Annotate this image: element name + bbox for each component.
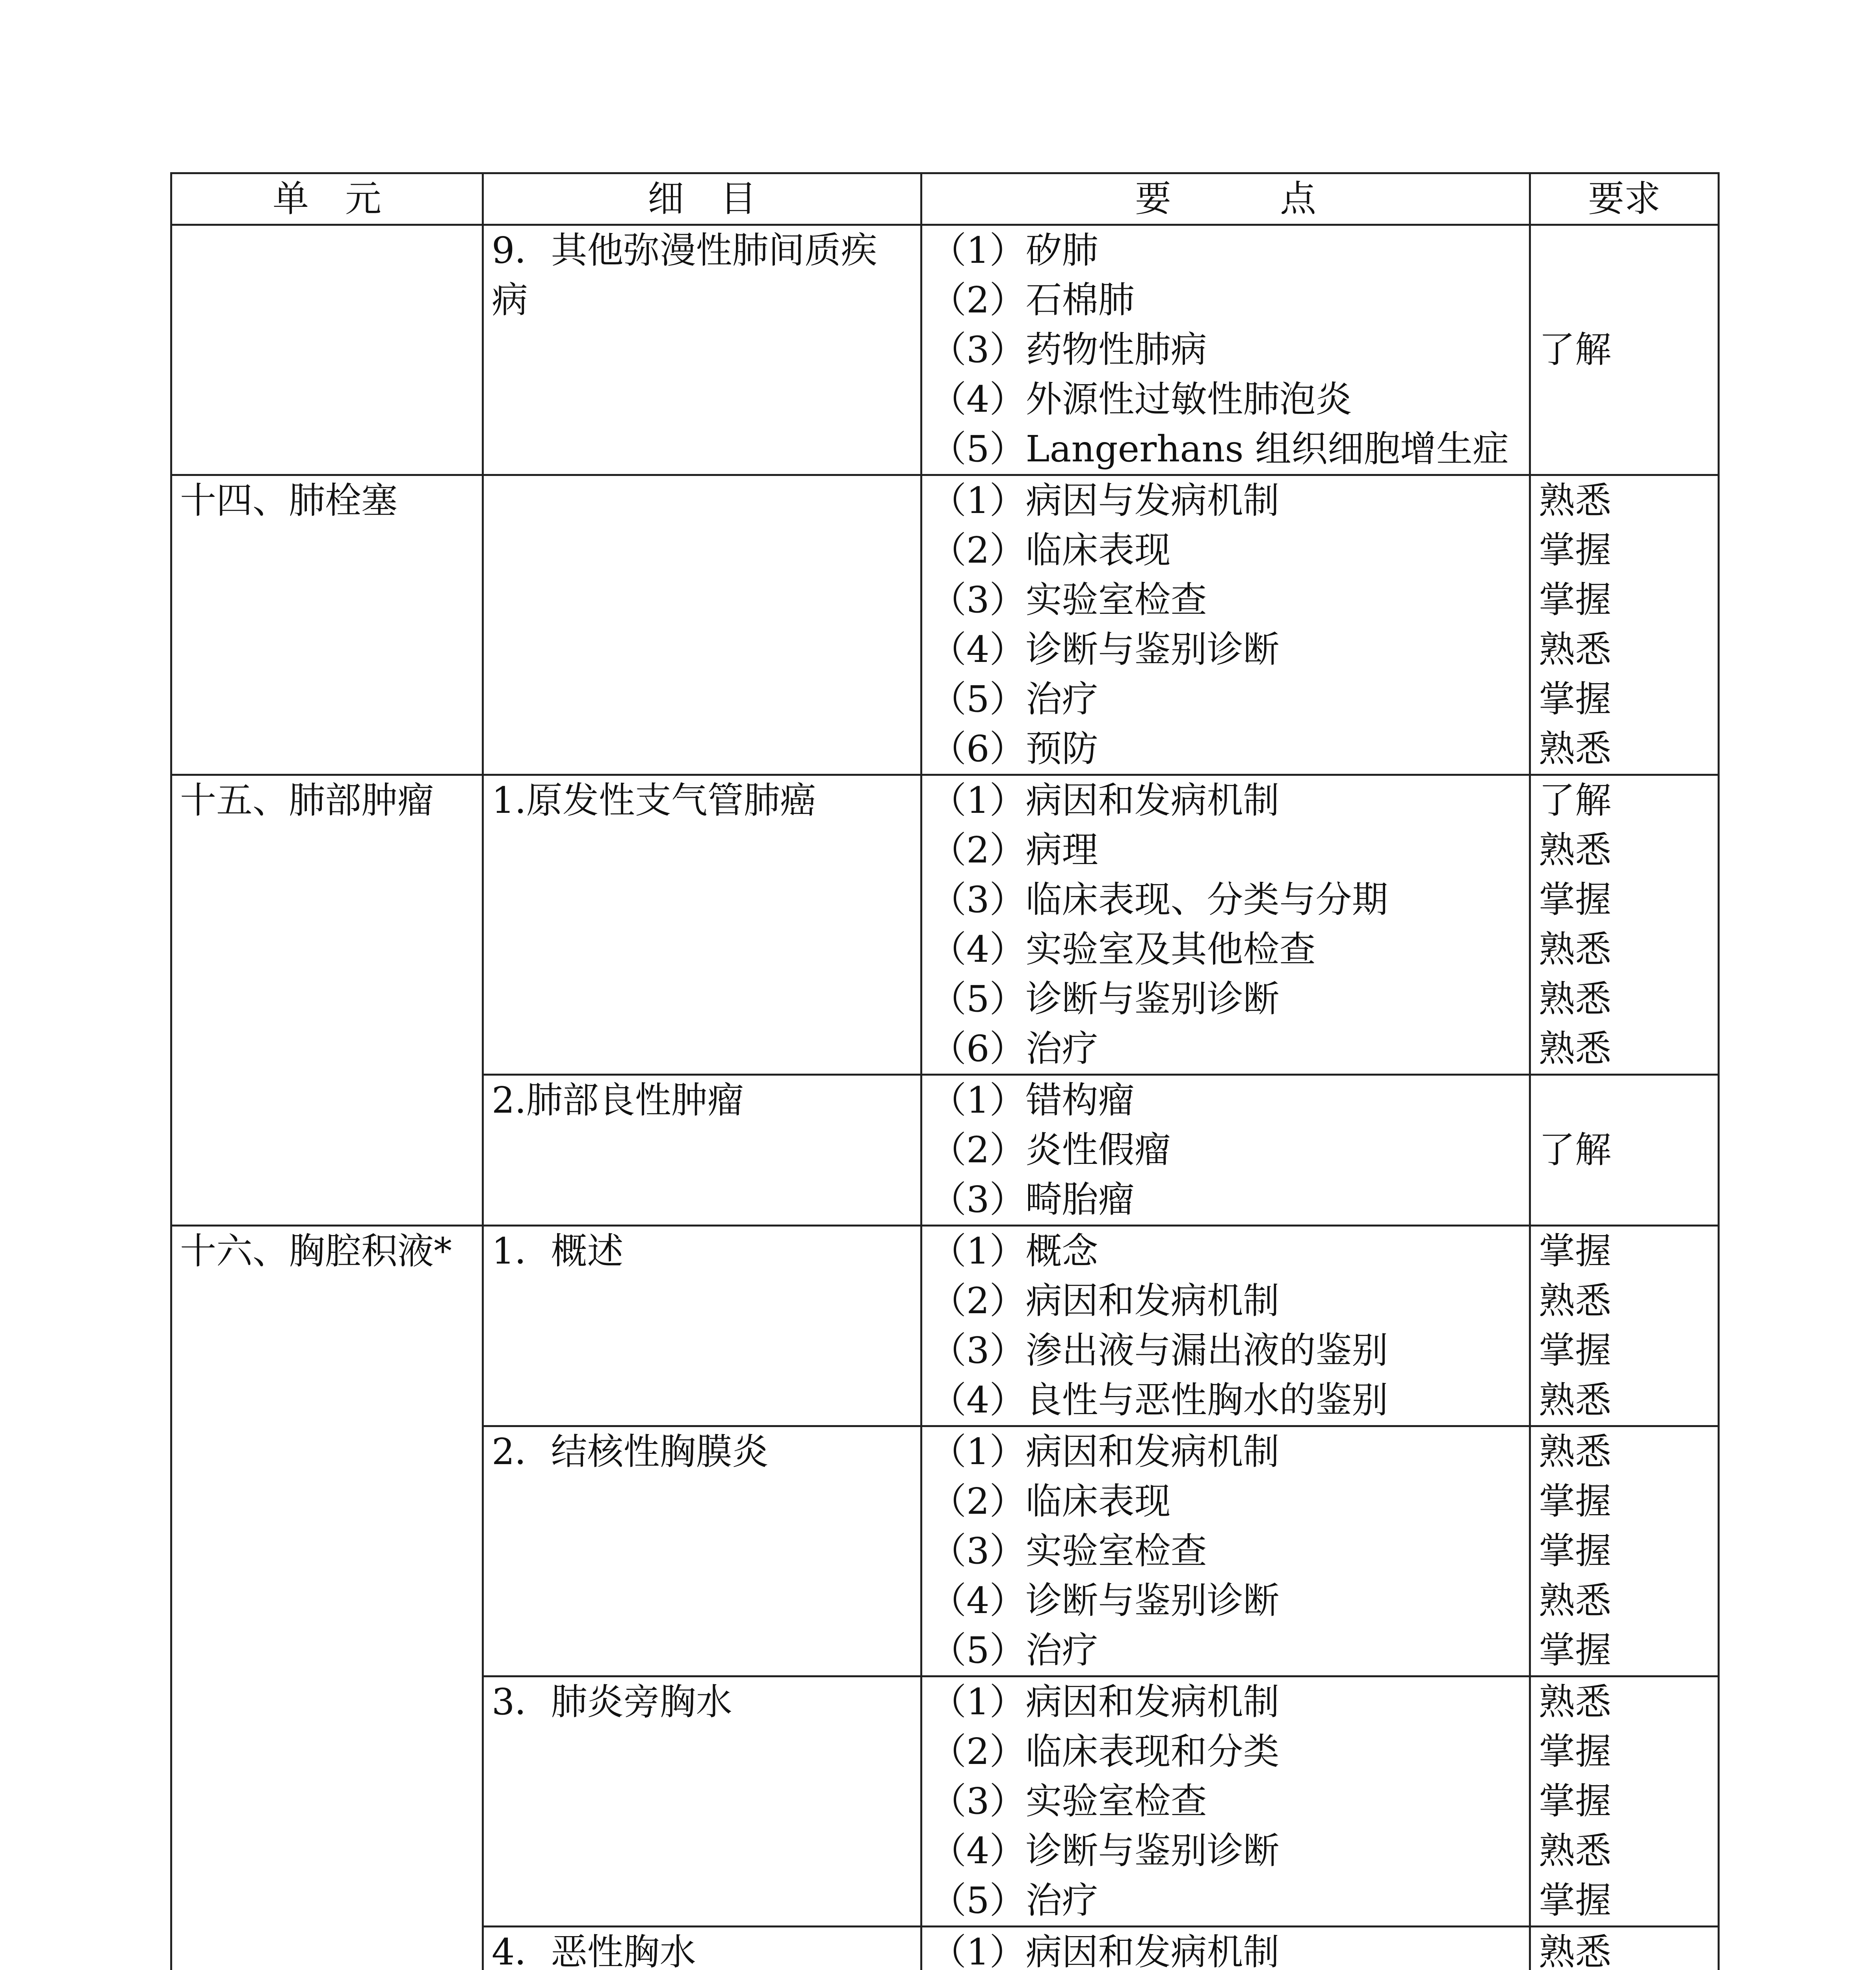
point-item: （2）炎性假瘤 [930,1129,1171,1171]
requirement-item: 掌握 [1539,1879,1612,1922]
requirement-cell [1530,775,1719,1075]
requirement-cell [1530,1226,1719,1426]
point-item: （5）治疗 [930,1879,1098,1922]
detail-cell: 1．概述 [483,1226,921,1426]
requirement-item: 熟悉 [1539,978,1612,1020]
point-item: （2）石棉肺 [930,279,1135,321]
header-unit: 单 元 [171,173,483,225]
detail-cell: 1.原发性支气管肺癌 [483,775,921,1075]
point-item: （1）病因和发病机制 [930,779,1280,821]
requirement-item: 熟悉 [1539,1931,1612,1970]
point-item: （4）外源性过敏性肺泡炎 [930,378,1352,420]
requirement-item: 熟悉 [1539,1580,1612,1622]
requirement-item: 熟悉 [1539,1280,1612,1322]
point-item: （3）实验室检查 [930,1530,1207,1572]
table-row [171,225,1719,475]
point-item: （1）概念 [930,1230,1098,1272]
requirement-cell [1530,475,1719,775]
requirement-cell: 了解 [1530,225,1719,475]
requirement-item: 掌握 [1539,678,1612,720]
requirement-item: 掌握 [1539,1230,1612,1272]
point-item: （4）诊断与鉴别诊断 [930,1830,1280,1872]
requirement-item: 熟悉 [1539,829,1612,871]
detail-cell: 3．肺炎旁胸水 [483,1676,921,1927]
point-item: （2）病理 [930,829,1098,871]
point-item: （2）临床表现和分类 [930,1730,1280,1773]
requirement-cell [1530,1676,1719,1927]
requirement-item: 熟悉 [1539,1028,1612,1070]
point-item: （2）临床表现 [930,1480,1171,1522]
point-item: （4）良性与恶性胸水的鉴别 [930,1379,1388,1421]
requirement-item: 熟悉 [1539,1681,1612,1723]
point-item: （1）病因和发病机制 [930,1681,1280,1723]
requirement-item: 熟悉 [1539,728,1612,770]
point-item: （1）矽肺 [930,229,1098,271]
points-cell [921,1426,1530,1676]
table-row [171,475,1719,775]
requirement-item: 熟悉 [1539,1830,1612,1872]
point-item: （1）病因和发病机制 [930,1431,1280,1473]
requirement-item: 掌握 [1539,1480,1612,1522]
detail-cell: 9．其他弥漫性肺间质疾病 [483,225,921,475]
point-item: （6）预防 [930,728,1098,770]
requirement-item: 熟悉 [1539,1431,1612,1473]
requirement-cell [1530,1426,1719,1676]
points-cell [921,1075,1530,1226]
unit-cell [171,225,483,475]
point-item: （1）病因和发病机制 [930,1931,1280,1970]
point-item: （3）临床表现、分类与分期 [930,879,1388,921]
point-item: （3）渗出液与漏出液的鉴别 [930,1329,1388,1372]
requirement-cell: 了解 [1530,1075,1719,1226]
point-item: （2）临床表现 [930,529,1171,571]
point-item: （2）病因和发病机制 [930,1280,1280,1322]
points-cell [921,225,1530,475]
unit-cell: 十六、胸腔积液* [171,1226,483,1970]
point-item: （1）错构瘤 [930,1079,1135,1121]
point-item: （4）实验室及其他检查 [930,928,1316,970]
point-item: （3）实验室检查 [930,1780,1207,1822]
points-cell [921,775,1530,1075]
table-row [171,775,1719,1075]
point-item: （3）药物性肺病 [930,329,1207,371]
point-item: （5）诊断与鉴别诊断 [930,978,1280,1020]
requirement-item: 掌握 [1539,529,1612,571]
requirement-item: 掌握 [1539,1530,1612,1572]
requirement-item: 了解 [1539,779,1612,821]
requirement-item: 熟悉 [1539,479,1612,522]
header-detail: 细 目 [483,173,921,225]
points-cell [921,1676,1530,1927]
point-item: （5）治疗 [930,678,1098,720]
requirement-item: 熟悉 [1539,1379,1612,1421]
header-points: 要 点 [921,173,1530,225]
syllabus-table [170,172,1720,1970]
requirement-item: 掌握 [1539,1329,1612,1372]
points-cell [921,1927,1530,1970]
detail-cell: 2．结核性胸膜炎 [483,1426,921,1676]
requirement-item: 掌握 [1539,1730,1612,1773]
point-item: （4）诊断与鉴别诊断 [930,628,1280,671]
detail-cell: 4．恶性胸水 [483,1927,921,1970]
point-item: （3）畸胎瘤 [930,1178,1135,1221]
points-cell [921,1226,1530,1426]
unit-cell: 十五、肺部肿瘤 [171,775,483,1226]
table-row [171,1226,1719,1426]
requirement-item: 掌握 [1539,1629,1612,1671]
point-item: （5）Langerhans 组织细胞增生症 [930,428,1509,470]
point-item: （4）诊断与鉴别诊断 [930,1580,1280,1622]
point-item: （5）治疗 [930,1629,1098,1671]
points-cell [921,475,1530,775]
detail-cell: 2.肺部良性肿瘤 [483,1075,921,1226]
requirement-item: 掌握 [1539,1780,1612,1822]
detail-cell [483,475,921,775]
requirement-item: 掌握 [1539,579,1612,621]
unit-cell: 十四、肺栓塞 [171,475,483,775]
requirement-item: 熟悉 [1539,628,1612,671]
header-requirement: 要求 [1530,173,1719,225]
point-item: （6）治疗 [930,1028,1098,1070]
point-item: （3）实验室检查 [930,579,1207,621]
requirement-item: 熟悉 [1539,928,1612,970]
requirement-cell [1530,1927,1719,1970]
table-header-row [171,173,1719,225]
point-item: （1）病因与发病机制 [930,479,1280,522]
requirement-item: 掌握 [1539,879,1612,921]
